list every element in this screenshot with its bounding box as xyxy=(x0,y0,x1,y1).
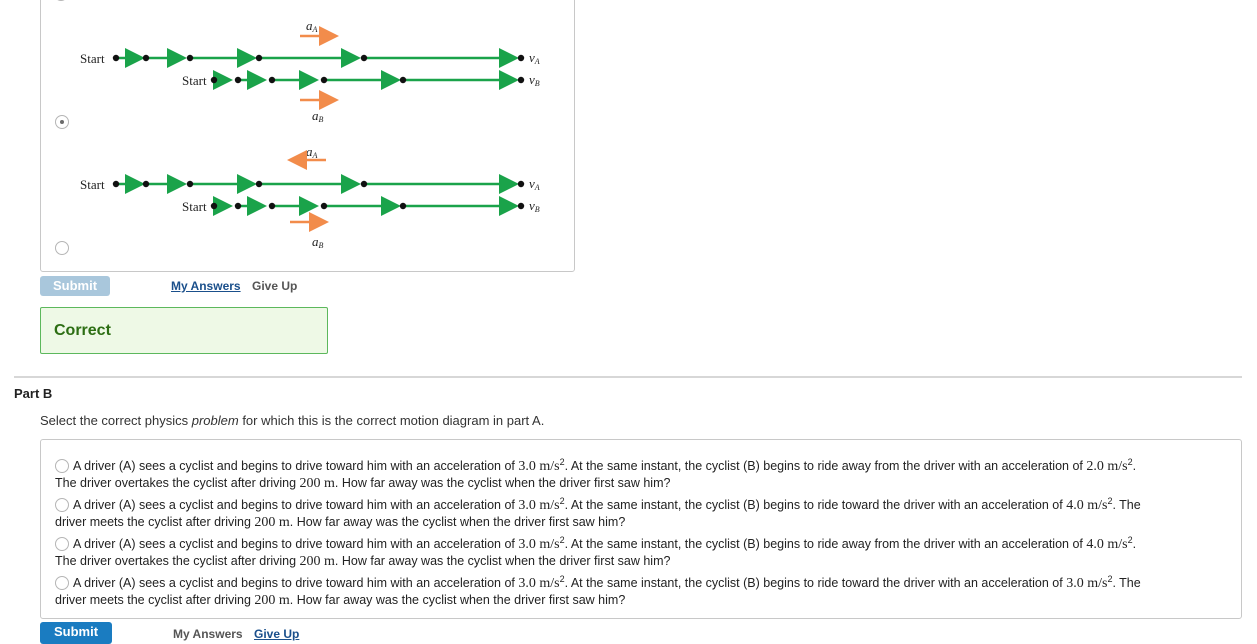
part-a-radio-option-1[interactable] xyxy=(55,115,69,129)
part-b-instruction: Select the correct physics problem for which this is the correct motion diagram in part A. xyxy=(40,413,545,428)
part-a-give-up-label: Give Up xyxy=(252,279,298,293)
part-b-radio-2[interactable] xyxy=(55,498,69,512)
accel-label-b: aB xyxy=(312,108,324,124)
part-b-give-up-link[interactable]: Give Up xyxy=(254,627,300,641)
velocity-label-b: vB xyxy=(529,198,540,214)
part-b-my-answers-label: My Answers xyxy=(173,627,243,641)
part-a-my-answers-link[interactable]: My Answers xyxy=(171,279,241,293)
start-label-b: Start xyxy=(182,73,207,88)
part-b-title: Part B xyxy=(14,386,53,401)
correct-feedback-box xyxy=(40,307,328,354)
velocity-label-b: vB xyxy=(529,72,540,88)
part-b-option-1[interactable]: A driver (A) sees a cyclist and begins to drive toward him with an acceleration of 3.0 $m/s^2$. At the same instant, the cyclist (B) begins to ride away from the driver with an acceleration of 2.0 $m/s^2$. The driver overtakes the cyclist after driving 200 m. How far away was the cyclist when the driver first saw him? xyxy=(55,457,1137,492)
motion-diagram-1 xyxy=(0,8,575,133)
part-b-option-4[interactable]: A driver (A) sees a cyclist and begins to drive toward him with an acceleration of 3.0 $m/s^2$. At the same instant, the cyclist (B) begins to ride toward the driver with an acceleration of 3.0 $m/s^2$. The driver meets the cyclist after driving 200 m. How far away was the cyclist when the driver first saw him? xyxy=(55,574,1141,609)
part-b-option-3[interactable]: A driver (A) sees a cyclist and begins to drive toward him with an acceleration of 3.0 $m/s^2$. At the same instant, the cyclist (B) begins to ride away from the driver with an acceleration of 4.0 $m/s^2$. The driver overtakes the cyclist after driving 200 m. How far away was the cyclist when the driver first saw him? xyxy=(55,535,1137,570)
velocity-label-a: vA xyxy=(529,176,540,192)
part-b-radio-1[interactable] xyxy=(55,459,69,473)
velocity-label-a: vA xyxy=(529,50,540,66)
start-label-a: Start xyxy=(80,177,105,192)
part-a-radio-top-partial[interactable] xyxy=(54,0,68,1)
start-label-b: Start xyxy=(182,199,207,214)
feedback-text: Correct xyxy=(54,322,111,339)
accel-label-a: aA xyxy=(306,18,318,34)
accel-label-a: aA xyxy=(306,144,318,160)
motion-diagram-2 xyxy=(0,134,575,259)
part-a-radio-option-2[interactable] xyxy=(55,241,69,255)
part-b-radio-3[interactable] xyxy=(55,537,69,551)
part-b-option-2[interactable]: A driver (A) sees a cyclist and begins to drive toward him with an acceleration of 3.0 $m/s^2$. At the same instant, the cyclist (B) begins to ride toward the driver with an acceleration of 4.0 $m/s^2$. The driver meets the cyclist after driving 200 m. How far away was the cyclist when the driver first saw him? xyxy=(55,496,1141,531)
part-a-submit-button[interactable]: Submit xyxy=(40,276,110,296)
start-label-a: Start xyxy=(80,51,105,66)
section-divider xyxy=(14,376,1242,378)
accel-label-b: aB xyxy=(312,234,324,250)
part-b-submit-button[interactable]: Submit xyxy=(40,622,112,644)
part-b-radio-4[interactable] xyxy=(55,576,69,590)
